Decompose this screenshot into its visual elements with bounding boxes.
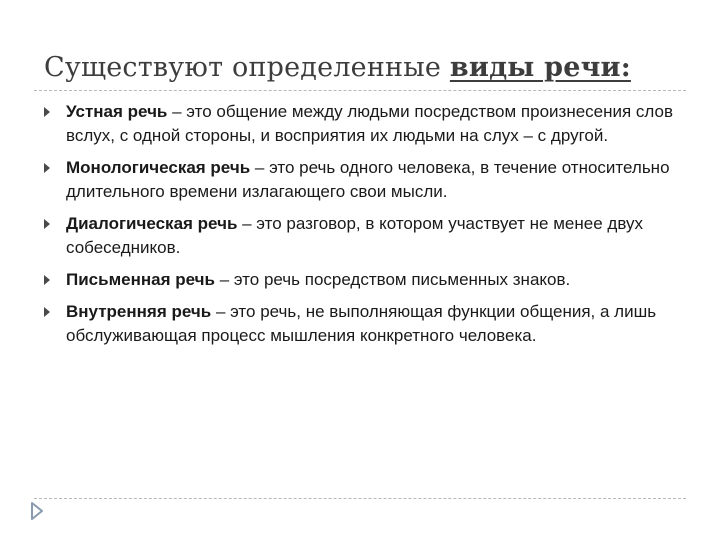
list-item [40, 300, 680, 348]
bullet-text: – это речь, не выполняющая функции общения, а лишь обслуживающая процесс мышления конкретного человека. [66, 302, 657, 345]
bullet-list [40, 100, 680, 356]
triangle-bullet-icon [44, 107, 50, 117]
footer-divider [34, 498, 686, 499]
triangle-bullet-icon [44, 275, 50, 285]
next-slide-arrow-icon[interactable] [30, 502, 44, 520]
bullet-term: Диалогическая речь [66, 214, 238, 233]
list-item [40, 156, 680, 204]
triangle-bullet-icon [44, 219, 50, 229]
bullet-term: Внутренняя речь [66, 302, 212, 321]
list-item [40, 268, 680, 292]
triangle-bullet-icon [44, 307, 50, 317]
bullet-term: Монологическая речь [66, 158, 251, 177]
title-plain-text: Существуют определенные [44, 52, 450, 83]
bullet-text: – это общение между людьми посредством произнесения слов вслух, с одной стороны, и восприятия их людьми на слух – с другой. [66, 102, 674, 145]
bullet-term: Устная речь [66, 102, 168, 121]
bullet-text: – это разговор, в котором участвует не менее двух собеседников. [66, 214, 643, 257]
list-item [40, 100, 680, 148]
title-emphasis-text: виды речи: [449, 52, 631, 83]
slide-title [44, 52, 631, 83]
bullet-text: – это речь посредством письменных знаков. [214, 270, 571, 289]
bullet-term: Письменная речь [66, 270, 215, 289]
title-divider [34, 90, 686, 91]
list-item [40, 212, 680, 260]
bullet-text: – это речь одного человека, в течение относительно длительного времени излагающего свои мысли. [66, 158, 670, 201]
triangle-bullet-icon [44, 163, 50, 173]
